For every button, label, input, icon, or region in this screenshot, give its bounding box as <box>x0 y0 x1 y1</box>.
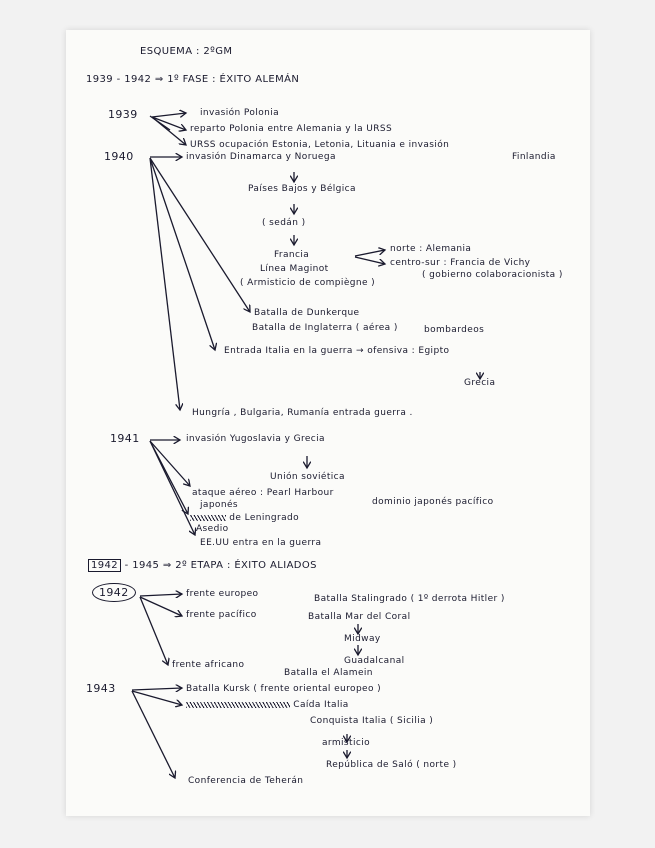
note-batalla-inglaterra: Batalla de Inglaterra ( aérea ) <box>252 323 398 333</box>
note-midway: Midway <box>344 634 381 644</box>
year-1942-circled: 1942 <box>92 583 136 602</box>
note-gobierno-colaboracionista: ( gobierno colaboracionista ) <box>422 270 563 280</box>
note-invasion-polonia: invasión Polonia <box>200 108 280 118</box>
note-leningrado-text: de Leningrado <box>229 513 300 523</box>
note-batalla-dunkerque: Batalla de Dunkerque <box>254 308 360 318</box>
note-urss-ocupacion: URSS ocupación Estonia, Letonia, Lituania e invasión <box>190 140 450 150</box>
note-invasion-dinamarca: invasión Dinamarca y Noruega <box>186 152 336 162</box>
note-bombardeos: bombardeos <box>424 325 485 335</box>
note-batalla-stalingrado: Batalla Stalingrado ( 1º derrota Hitler ) <box>314 594 505 604</box>
scribble-mark <box>186 702 290 708</box>
year-1941: 1941 <box>110 432 140 445</box>
note-linea-maginot: Línea Maginot <box>260 264 329 274</box>
year-1939: 1939 <box>108 108 138 121</box>
note-centro-sur: centro-sur : Francia de Vichy <box>390 258 531 268</box>
page-title: ESQUEMA : 2ºGM <box>140 46 233 57</box>
note-norte-alemania: norte : Alemania <box>390 244 472 254</box>
note-guadalcanal: Guadalcanal <box>344 656 405 666</box>
note-japones: japonés <box>200 500 238 510</box>
phase1-heading: 1939 - 1942 ⇒ 1º FASE : ÉXITO ALEMÁN <box>86 74 300 85</box>
note-conquista-italia: Conquista Italia ( Sicilia ) <box>310 716 434 726</box>
note-caida-italia-text: Caída Italia <box>293 700 349 710</box>
note-el-alamein: Batalla el Alamein <box>284 668 373 678</box>
note-frente-africano: frente africano <box>172 660 245 670</box>
note-leningrado <box>190 513 299 523</box>
note-grecia: Grecia <box>464 378 496 388</box>
note-sedan: ( sedán ) <box>262 218 306 228</box>
year-1942 <box>92 586 136 599</box>
note-invasion-yugoslavia: invasión Yugoslavia y Grecia <box>186 434 325 444</box>
note-eeuu: EE.UU entra en la guerra <box>200 538 322 548</box>
note-batalla-kursk: Batalla Kursk ( frente oriental europeo ) <box>186 684 382 694</box>
note-frente-europeo: frente europeo <box>186 589 259 599</box>
phase2-start-year: 1942 <box>88 559 121 572</box>
note-caida-italia <box>186 700 349 710</box>
phase2-rest: - 1945 ⇒ 2º ETAPA : ÉXITO ALIADOS <box>124 560 317 571</box>
note-finlandia: Finlandia <box>512 152 556 162</box>
phase2-heading <box>88 560 317 571</box>
note-reparto-polonia: reparto Polonia entre Alemania y la URSS <box>190 124 393 134</box>
note-ataque-aereo: ataque aéreo : Pearl Harbour <box>192 488 334 498</box>
note-armisticio-1943: armisticio <box>322 738 370 748</box>
note-hungria-bulgaria: Hungría , Bulgaria, Rumanía entrada guerra . <box>192 408 413 418</box>
scribble-mark <box>190 515 226 521</box>
note-armisticio-compiegne: ( Armisticio de compiègne ) <box>240 278 376 288</box>
note-francia: Francia <box>274 250 310 260</box>
note-republica-salo: República de Saló ( norte ) <box>326 760 457 770</box>
note-mar-del-coral: Batalla Mar del Coral <box>308 612 411 622</box>
note-asedio: Asedio <box>196 524 229 534</box>
year-1943: 1943 <box>86 682 116 695</box>
note-conferencia-teheran: Conferencia de Teherán <box>188 776 304 786</box>
note-paises-bajos: Países Bajos y Bélgica <box>248 184 356 194</box>
year-1940: 1940 <box>104 150 134 163</box>
note-dominio-japones: dominio japonés pacífico <box>372 497 494 507</box>
note-union-sovietica: Unión soviética <box>270 472 345 482</box>
note-frente-pacifico: frente pacífico <box>186 610 257 620</box>
note-entrada-italia: Entrada Italia en la guerra → ofensiva : Egipto <box>224 346 450 356</box>
